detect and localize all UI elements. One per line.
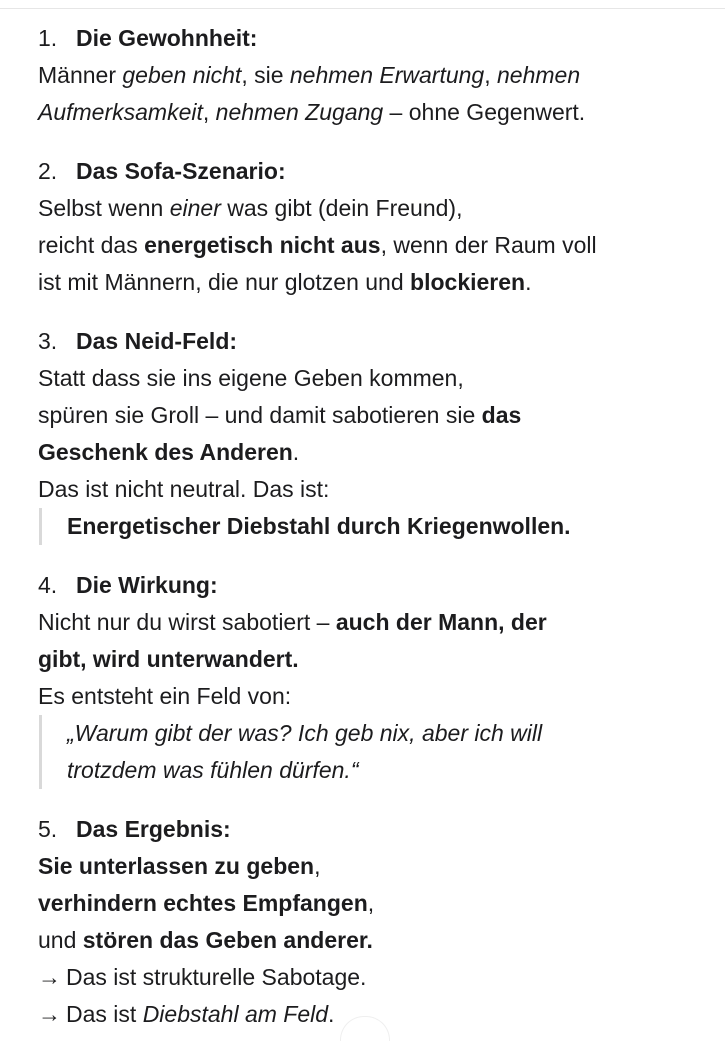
paragraph-line (38, 959, 708, 996)
strong: verhindern echtes Empfangen (38, 890, 368, 916)
text: , wenn der Raum voll (380, 232, 597, 258)
strong: gibt, wird unterwandert. (38, 646, 299, 672)
emphasis: nehmen (497, 62, 581, 88)
paragraph-line (38, 641, 708, 678)
heading-text: Das Ergebnis: (76, 816, 231, 842)
paragraph-line: Das ist nicht neutral. Das ist: (38, 476, 330, 502)
list-number: 2. (38, 158, 58, 184)
text: Nicht nur du wirst sabotiert – (38, 609, 336, 635)
text: . (525, 269, 532, 295)
list-number: 5. (38, 816, 58, 842)
heading-text: Die Gewohnheit: (76, 25, 258, 51)
section-3 (38, 323, 708, 545)
paragraph-line (38, 190, 708, 227)
list-number: 1. (38, 25, 58, 51)
strong: auch der Mann, der (335, 609, 547, 635)
paragraph-line: Es entsteht ein Feld von: (38, 683, 292, 709)
document-body (38, 20, 708, 1055)
emphasis: nehmen Erwartung (289, 62, 485, 88)
blockquote (39, 715, 708, 789)
top-divider (0, 8, 725, 9)
heading-text: Die Wirkung: (76, 572, 218, 598)
blockquote (39, 508, 708, 545)
section-4 (38, 567, 708, 789)
text: , (202, 99, 216, 125)
paragraph-line (38, 227, 708, 264)
quote-text: „Warum gibt der was? Ich geb nix, aber ich will (67, 720, 543, 746)
text: , (484, 62, 498, 88)
emphasis: nehmen Zugang (215, 99, 384, 125)
text: – ohne Gegenwert. (383, 99, 586, 125)
text: Selbst wenn (38, 195, 170, 221)
text: was gibt (dein Freund), (220, 195, 463, 221)
text: . (292, 439, 300, 465)
section-1 (38, 20, 708, 131)
paragraph-line (38, 94, 708, 131)
text: und (38, 927, 83, 953)
paragraph-line (38, 848, 708, 885)
emphasis: Diebstahl am Feld (142, 1001, 329, 1027)
section-5 (38, 811, 708, 1033)
strong: energetisch nicht aus (144, 232, 381, 258)
paragraph-line (38, 397, 708, 434)
paragraph-line (38, 264, 708, 301)
paragraph-line (38, 922, 708, 959)
text: , sie (241, 62, 290, 88)
strong: Sie unterlassen zu geben (38, 853, 315, 879)
quote-text: trotzdem was fühlen dürfen.“ (67, 757, 359, 783)
text: , (314, 853, 321, 879)
text: Das ist strukturelle Sabotage. (66, 964, 367, 990)
section-heading (38, 153, 708, 190)
paragraph-line: Statt dass sie ins eigene Geben kommen, (38, 365, 464, 391)
arrow-right-icon: → (38, 964, 61, 990)
quote-text: Energetischer Diebstahl durch Kriegenwollen. (67, 513, 571, 539)
strong: das (481, 402, 522, 428)
text: Das ist (66, 1001, 143, 1027)
text: . (328, 1001, 335, 1027)
emphasis: Aufmerksamkeit (38, 99, 203, 125)
text: spüren sie Groll – und damit sabotieren sie (38, 402, 482, 428)
heading-text: Das Sofa-Szenario: (76, 158, 286, 184)
heading-text: Das Neid-Feld: (76, 328, 238, 354)
arrow-right-icon: → (38, 1001, 61, 1027)
section-heading (38, 20, 708, 57)
strong: blockieren (410, 269, 526, 295)
paragraph-line (38, 604, 708, 641)
paragraph-line (38, 434, 708, 471)
list-number: 3. (38, 328, 58, 354)
section-heading (38, 567, 708, 604)
text: ist mit Männern, die nur glotzen und (38, 269, 411, 295)
text: , (367, 890, 375, 916)
paragraph-line (38, 885, 708, 922)
strong: stören das Geben anderer. (82, 927, 373, 953)
text: Männer (38, 62, 123, 88)
strong: Geschenk des Anderen (38, 439, 293, 465)
text: reicht das (38, 232, 145, 258)
emphasis: einer (169, 195, 221, 221)
paragraph-line (38, 57, 708, 94)
section-2 (38, 153, 708, 301)
emphasis: geben nicht (122, 62, 242, 88)
section-heading (38, 811, 708, 848)
list-number: 4. (38, 572, 58, 598)
section-heading (38, 323, 708, 360)
